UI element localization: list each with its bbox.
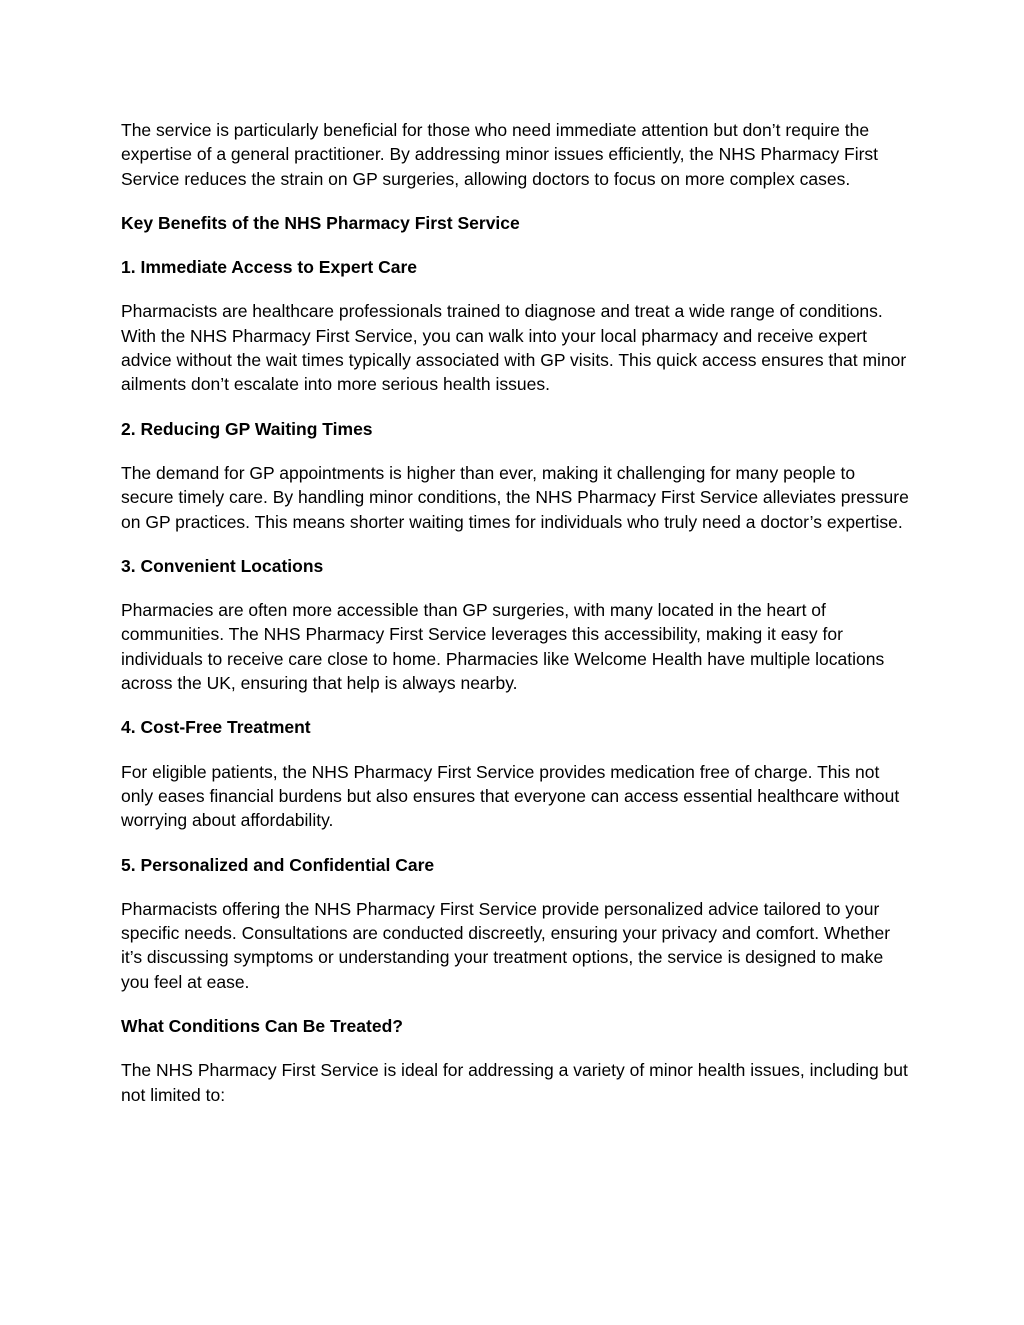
benefit-paragraph-3: Pharmacies are often more accessible than GP surgeries, with many located in the heart of communities. The NHS Pharmacy First Service leverages this accessibility, making it easy for individuals to receive care close to home. Pharmacies like Welcome Health have multiple locations across the UK, ensuring that help is always nearby. [121,600,885,694]
benefit-heading-5: 5. Personalized and Confidential Care [121,854,435,875]
benefit-paragraph-2: The demand for GP appointments is higher than ever, making it challenging for many people to secure timely care. By handling minor conditions, the NHS Pharmacy First Service alleviates pressure on GP practices. This means shorter waiting times for individuals who truly need a doctor’s expertise. [121,462,909,532]
benefits-section-heading: Key Benefits of the NHS Pharmacy First Service [121,212,520,233]
benefit-heading-4: 4. Cost-Free Treatment [121,717,311,738]
benefit-paragraph-5: Pharmacists offering the NHS Pharmacy First Service provide personalized advice tailored to your specific needs. Consultations are conducted discreetly, ensuring your privacy and comfort. Whether it’s discussing symptoms or understanding your treatment options, the service is designed to make you feel at ease. [121,898,891,992]
conditions-intro-paragraph: The NHS Pharmacy First Service is ideal for addressing a variety of minor health issues, including but not limited to: [121,1060,908,1105]
document-page [121,118,911,1127]
intro-paragraph: The service is particularly beneficial for those who need immediate attention but don’t require the expertise of a general practitioner. By addressing minor issues efficiently, the NHS Pharmacy First Service reduces the strain on GP surgeries, allowing doctors to focus on more complex cases. [121,120,879,189]
benefit-paragraph-1: Pharmacists are healthcare professionals trained to diagnose and treat a wide range of conditions. With the NHS Pharmacy First Service, you can walk into your local pharmacy and receive expert advice without the wait times typically associated with GP visits. This quick access ensures that minor ailments don’t escalate into more serious health issues. [121,301,907,395]
conditions-section-heading: What Conditions Can Be Treated? [121,1016,403,1037]
benefit-heading-1: 1. Immediate Access to Expert Care [121,257,418,278]
benefit-heading-3: 3. Convenient Locations [121,555,324,576]
benefit-paragraph-4: For eligible patients, the NHS Pharmacy First Service provides medication free of charge. This not only eases financial burdens but also ensures that everyone can access essential healthcare without worrying about affordability. [121,761,900,831]
benefit-heading-2: 2. Reducing GP Waiting Times [121,418,373,439]
